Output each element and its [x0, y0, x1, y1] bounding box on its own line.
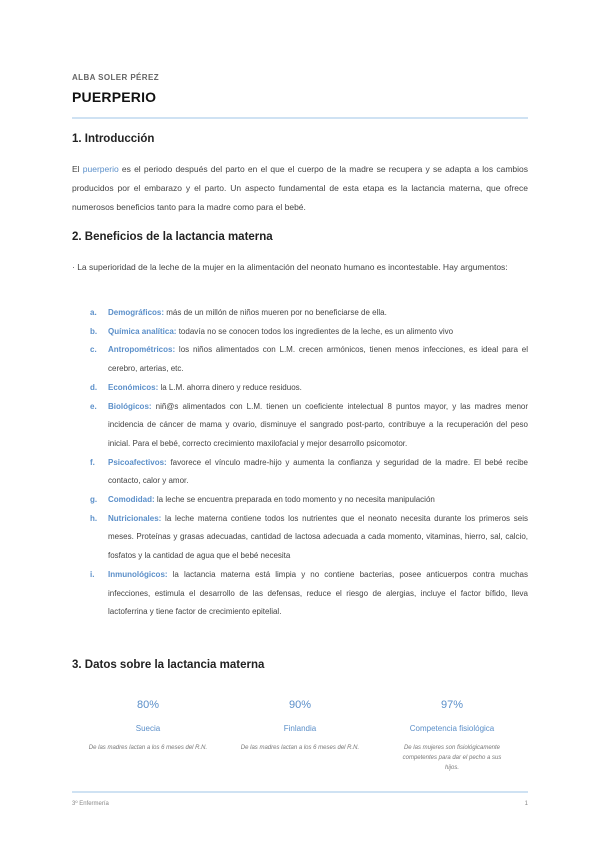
stat-card-competencia	[376, 697, 528, 773]
stat-label: Suecia	[135, 724, 161, 733]
list-item-term: Comodidad:	[108, 495, 155, 505]
stat-description: De las madres lactan a los 6 meses del R.N.	[240, 745, 360, 751]
list-item-text: favorece el vínculo madre-hijo y aumenta la confianza y seguridad de la madre. El bebé recibe contacto, calor y amor.	[108, 457, 528, 486]
list-item-letter: h.	[90, 513, 98, 523]
list-item-term: Inmunológicos:	[108, 569, 168, 579]
list-item-term: Psicoafectivos:	[108, 457, 167, 467]
list-item	[90, 379, 528, 398]
stat-card-suecia	[72, 697, 224, 753]
intro-text-pre: El	[72, 164, 83, 174]
stat-card-finlandia	[224, 697, 376, 753]
list-item-text: la leche materna contiene todos los nutrientes que el neonato necesita durante los primeros seis meses. Proteínas y grasas adecuadas, cantidad de lactosa adecuada a cada momento, vitaminas, hierro, sal, calcio, fosfatos y la cantidad de agua que el bebé necesita	[108, 513, 528, 561]
stat-value: 97%	[440, 699, 464, 711]
list-item-text: niñ@s alimentados con L.M. tienen un coeficiente intelectual 8 puntos mayor, y las madres menor incidencia de cáncer de mama y ovario, disminuye el sangrado post-parto, contribuye a la recuperación del peso inicial. Para el bebé, correcto crecimiento maxilofacial y mejor desarrollo psicomotor.	[108, 401, 528, 448]
list-item-letter: g.	[90, 495, 98, 505]
list-item	[90, 304, 528, 323]
list-item-letter: f.	[90, 457, 95, 467]
list-item-letter: b.	[90, 326, 98, 336]
list-item-term: Biológicos:	[108, 401, 152, 411]
list-item-text: todavía no se conocen todos los ingredientes de la leche, es un alimento vivo	[176, 326, 454, 336]
page-title: PUERPERIO	[72, 89, 157, 105]
footer-course: 3º Enfermería	[72, 801, 109, 807]
author-name: ALBA SOLER PÉREZ	[72, 73, 159, 82]
footer-divider	[72, 791, 528, 793]
list-item-term: Nutricionales:	[108, 513, 162, 523]
intro-keyword-highlight: puerperio	[82, 164, 119, 174]
list-item	[90, 454, 528, 491]
list-item	[90, 398, 528, 454]
stat-description: De las mujeres son fisiológicamente competentes para dar el pecho a sus hijos.	[402, 745, 502, 771]
page-number: 1	[524, 801, 528, 807]
list-item-text: la lactancia materna está limpia y no contiene bacterias, posee anticuerpos contra muchas infecciones, estimula el desarrollo de las defensas, reduce el riesgo de alergias, incluye el factor bífido, lleva lactoferrina y tiene factor de crecimiento epitelial.	[108, 569, 528, 617]
list-item	[90, 566, 528, 622]
stats-row	[72, 697, 528, 777]
list-item-text: la leche se encuentra preparada en todo momento y no necesita manipulación	[154, 495, 435, 505]
section-heading-intro: 1. Introducción	[72, 133, 155, 145]
stat-value: 90%	[288, 699, 312, 711]
list-item-letter: d.	[90, 382, 98, 392]
intro-text-post: es el periodo después del parto en el que el cuerpo de la madre se recupera y se adapta a los cambios producidos por el embarazo y el parto. Un aspecto fundamental de esta etapa es la lactancia materna, que ofrece numerosos beneficios tanto para la madre como para el bebé.	[72, 164, 528, 212]
header-divider	[72, 117, 528, 119]
list-item-term: Económicos:	[108, 382, 159, 392]
stat-label: Finlandia	[283, 724, 317, 733]
list-item-letter: e.	[90, 401, 97, 411]
benefits-list	[90, 304, 528, 622]
list-item-term: Demográficos:	[108, 308, 165, 317]
benefits-intro-paragraph: · La superioridad de la leche de la mujer en la alimentación del neonato humano es incontestable. Hay argumentos:	[72, 262, 508, 272]
section-heading-data: 3. Datos sobre la lactancia materna	[72, 659, 265, 671]
stat-description: De las madres lactan a los 6 meses del R.N.	[88, 745, 208, 751]
list-item	[90, 341, 528, 378]
list-item-letter: i.	[90, 569, 95, 579]
list-item	[90, 323, 528, 342]
list-item-text: más de un millón de niños mueren por no beneficiarse de ella.	[164, 308, 387, 317]
section-heading-benefits: 2. Beneficios de la lactancia materna	[72, 231, 273, 243]
intro-paragraph	[72, 160, 528, 217]
list-item-term: Química analítica:	[108, 326, 177, 336]
list-item	[90, 491, 528, 510]
list-item-term: Antropométricos:	[108, 345, 176, 355]
list-item-letter: c.	[90, 345, 97, 355]
stat-value: 80%	[136, 699, 160, 711]
list-item-letter: a.	[90, 308, 97, 317]
list-item-text: los niños alimentados con L.M. crecen armónicos, tienen menos infecciones, es ideal para el cerebro, arterias, etc.	[108, 345, 528, 374]
stat-label: Competencia fisiológica	[409, 724, 495, 733]
list-item	[90, 510, 528, 566]
list-item-text: la L.M. ahorra dinero y reduce residuos.	[158, 382, 302, 392]
